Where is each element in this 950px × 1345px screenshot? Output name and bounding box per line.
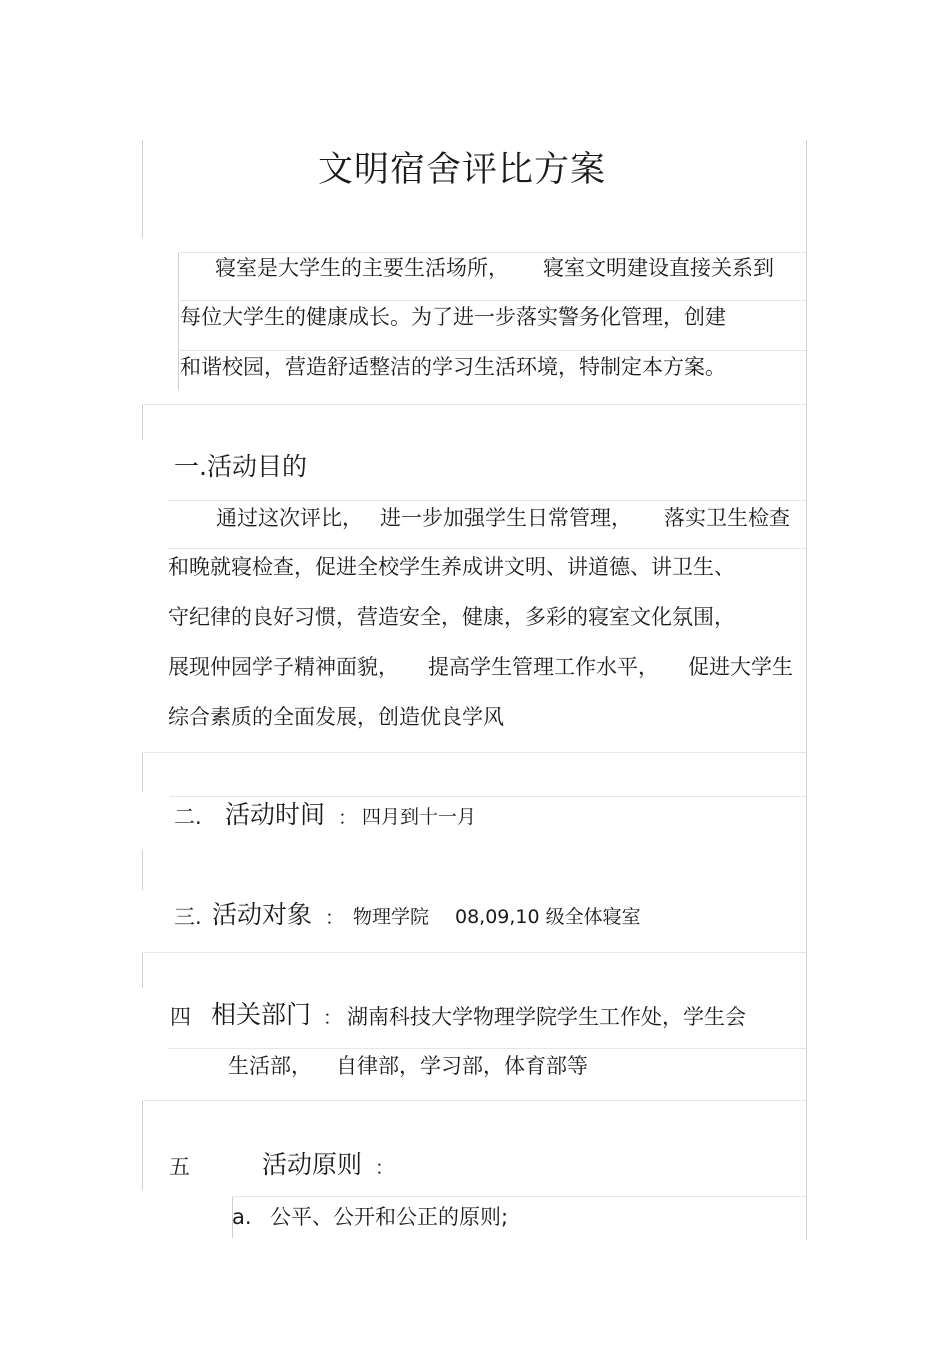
departments-line-2a: 生活部， [228,1054,312,1078]
section-heading: 活动时间 [225,800,326,829]
section-colon: ： [338,807,358,829]
target-value-a: 物理学院 [353,906,430,928]
left-rule-intro [178,252,179,390]
rule [142,752,806,753]
section-colon: ： [323,1007,343,1029]
section-colon: ： [325,907,345,929]
rule [178,350,806,351]
intro-line-2: 每位大学生的健康成长。为了进一步落实警务化管理，创建 [180,305,726,329]
rule [168,1048,806,1049]
purpose-line-5: 综合素质的全面发展，创造优良学风 [168,705,504,729]
left-rule-mid3 [142,850,143,890]
rule [232,1196,806,1197]
section-heading: 活动对象 [212,900,313,929]
intro-line-1a: 寝室是大学生的主要生活场所， [215,256,509,280]
left-rule-mid2 [142,752,143,792]
intro-line-3: 和谐校园，营造舒适整洁的学习生活环境，特制定本方案。 [180,355,726,379]
rule [168,548,806,549]
left-rule-mid4 [142,952,143,988]
rule [142,404,806,405]
rule [142,1100,806,1101]
departments-line-1: 湖南科技大学物理学院学生工作处，学生会 [347,1005,746,1029]
principle-a-marker: a. [232,1205,252,1229]
purpose-line-4b: 提高学生管理工作水平， [428,655,659,679]
section-heading: 相关部门 [211,1000,312,1029]
section-number: 三. [174,905,202,929]
section-number: 四 [170,1005,191,1029]
section-heading: 活动原则 [262,1150,363,1179]
section-number: 五 [169,1155,190,1179]
intro-line-1b: 寝室文明建设直接关系到 [543,256,774,280]
purpose-line-1c: 落实卫生检查 [664,506,790,530]
section-heading: 一.活动目的 [174,452,307,481]
purpose-line-2: 和晚就寝检查，促进全校学生养成讲文明、讲道德、讲卫生、 [168,555,735,579]
purpose-line-4c: 促进大学生 [688,655,793,679]
rule [168,500,806,501]
section-number: 二. [174,805,202,829]
time-value: 四月到十一月 [362,806,477,828]
purpose-line-3: 守纪律的良好习惯，营造安全，健康，多彩的寝室文化氛围， [168,605,735,629]
left-rule-mid [142,404,143,440]
purpose-line-1a: 通过这次评比， [216,506,363,530]
right-rule [806,140,807,1240]
left-rule-mid5 [142,1100,143,1190]
rule [178,300,806,301]
purpose-line-4a: 展现仲园学子精神面貌， [168,655,399,679]
left-rule-top [142,140,143,238]
rule [142,952,806,953]
purpose-line-1b: 进一步加强学生日常管理， [380,506,632,530]
section-colon: ： [375,1157,395,1179]
rule [170,796,806,797]
document-title: 文明宿舍评比方案 [318,150,607,190]
departments-line-2b: 自律部，学习部，体育部等 [336,1054,588,1078]
target-value-b: 08,09,10 级全体寝室 [455,906,641,928]
principle-a-text: 公平、公开和公正的原则; [270,1205,509,1229]
